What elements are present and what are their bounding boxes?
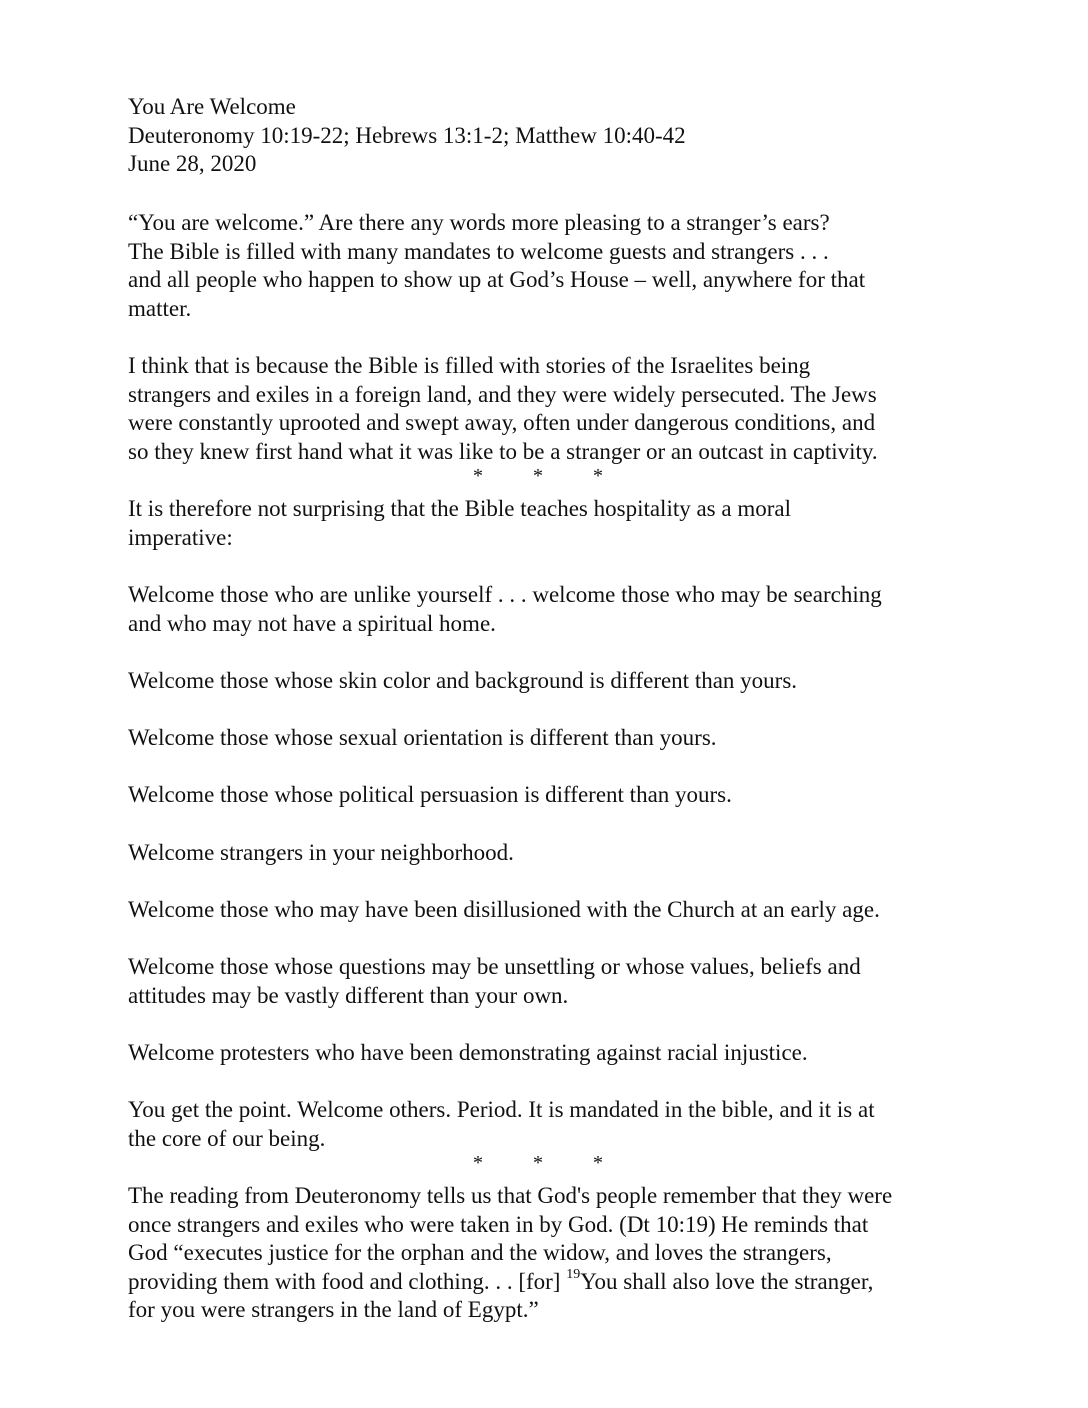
text-line: Welcome those whose political persuasion is different than yours.	[128, 782, 732, 807]
sermon-title: You Are Welcome	[128, 94, 296, 119]
text-line: Welcome those whose skin color and background is different than yours.	[128, 668, 798, 693]
text-line: strangers and exiles in a foreign land, and they were widely persecuted. The Jews	[128, 381, 877, 407]
text-line: God “executes justice for the orphan and the widow, and loves the strangers,	[128, 1240, 832, 1266]
text-line: The reading from Deuteronomy tells us that God's people remember that they were	[128, 1183, 893, 1208]
text-line: Welcome strangers in your neighborhood.	[128, 840, 514, 865]
section-separator	[468, 466, 608, 486]
scripture-references: Deuteronomy 10:19-22; Hebrews 13:1-2; Matthew 10:40-42	[128, 122, 686, 148]
text-line: The Bible is filled with many mandates to welcome guests and strangers . . .	[128, 238, 829, 264]
paragraph-6	[128, 724, 968, 753]
text-line: attitudes may be vastly different than your own.	[128, 982, 569, 1008]
text-line: and who may not have a spiritual home.	[128, 610, 496, 636]
paragraph-11	[128, 1039, 968, 1068]
paragraph-5	[128, 667, 968, 696]
asterisk: *	[593, 1152, 603, 1174]
paragraph-13	[128, 1182, 968, 1325]
text-line: so they knew first hand what it was like to be a stranger or an outcast in captivity.	[128, 438, 878, 464]
document-header	[128, 93, 968, 179]
text-line: It is therefore not surprising that the Bible teaches hospitality as a moral	[128, 496, 791, 521]
text-line: imperative:	[128, 524, 233, 550]
paragraph-4	[128, 581, 968, 638]
text-line: the core of our being.	[128, 1125, 326, 1151]
text-line: matter.	[128, 295, 192, 321]
verse-line-start: providing them with food and clothing. . . [for]	[128, 1268, 567, 1294]
paragraph-10	[128, 953, 968, 1010]
text-line: Welcome those who may have been disillusioned with the Church at an early age.	[128, 897, 880, 922]
text-line: I think that is because the Bible is filled with stories of the Israelites being	[128, 353, 811, 378]
verse-number: 19	[566, 1267, 581, 1283]
text-line: once strangers and exiles who were taken in by God. (Dt 10:19) He reminds that	[128, 1211, 869, 1237]
asterisk: *	[473, 465, 483, 487]
asterisk: *	[473, 1152, 483, 1174]
paragraph-8	[128, 839, 968, 868]
text-line: Welcome those whose questions may be unsettling or whose values, beliefs and	[128, 954, 861, 979]
paragraph-3	[128, 495, 968, 552]
text-line: Welcome protesters who have been demonstrating against racial injustice.	[128, 1040, 808, 1065]
text-line: Welcome those who are unlike yourself . . . welcome those who may be searching	[128, 582, 882, 607]
paragraph-1	[128, 209, 968, 323]
text-line: for you were strangers in the land of Egypt.”	[128, 1297, 539, 1323]
asterisk: *	[593, 465, 603, 487]
text-line: were constantly uprooted and swept away, often under dangerous conditions, and	[128, 410, 876, 436]
text-line: Welcome those whose sexual orientation is different than yours.	[128, 725, 717, 750]
paragraph-7	[128, 781, 968, 810]
text-line: and all people who happen to show up at God’s House – well, anywhere for that	[128, 267, 866, 293]
asterisk: *	[533, 465, 543, 487]
paragraph-12	[128, 1096, 968, 1153]
text-line: “You are welcome.” Are there any words more pleasing to a stranger’s ears?	[128, 210, 830, 235]
text-line: You get the point. Welcome others. Period. It is mandated in the bible, and it is at	[128, 1097, 875, 1122]
section-separator	[468, 1153, 608, 1173]
sermon-date: June 28, 2020	[128, 151, 257, 177]
paragraph-2	[128, 352, 968, 466]
paragraph-9	[128, 896, 968, 925]
verse-line-end: You shall also love the stranger,	[580, 1268, 874, 1294]
verse-line	[128, 1268, 968, 1297]
asterisk: *	[533, 1152, 543, 1174]
